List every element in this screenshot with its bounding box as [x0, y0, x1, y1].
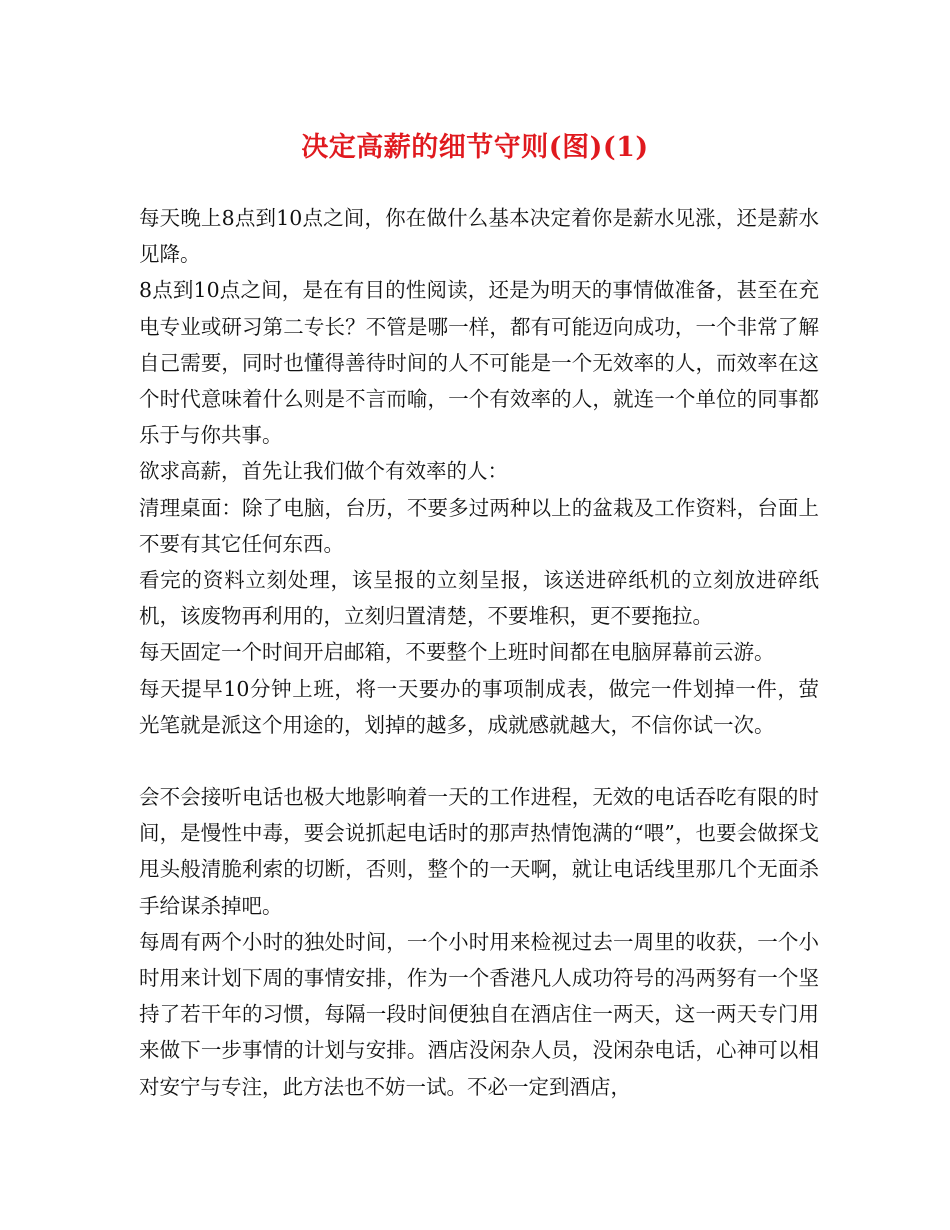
paragraph-6: 每天固定一个时间开启邮箱，不要整个上班时间都在电脑屏幕前云游。: [139, 640, 775, 665]
paragraph-4: 清理桌面：除了电脑，台历，不要多过两种以上的盆栽及工作资料，台面上不要有其它任何东西。: [139, 495, 819, 556]
paragraph-2: 8点到10点之间，是在有目的性阅读，还是为明天的事情做准备，甚至在充电专业或研习第二专长？不管是哪一样，都有可能迈向成功，一个非常了解自己需要，同时也懂得善待时间的人不可能是一个无效率的人，而效率在这个时代意味着什么则是不言而喻，一个有效率的人，就连一个单位的同事都乐于与你共事。: [139, 278, 819, 448]
paragraph-3: 欲求高薪，首先让我们做个有效率的人：: [139, 459, 508, 484]
paragraph-9: 每周有两个小时的独处时间，一个小时用来检视过去一周里的收获，一个小时用来计划下周的事情安排，作为一个香港凡人成功符号的冯两努有一个坚持了若干年的习惯，每隔一段时间便独自在酒店住一两天，这一两天专门用来做下一步事情的计划与安排。酒店没闲杂人员，没闲杂电话，心神可以相对安宁与专注，此方法也不妨一试。不必一定到酒店，: [139, 929, 819, 1099]
paragraph-8: 会不会接听电话也极大地影响着一天的工作进程，无效的电话吞吃有限的时间，是慢性中毒，要会说抓起电话时的那声热情饱满的“喂”，也要会做探戈甩头般清脆利索的切断，否则，整个的一天啊，就让电话线里那几个无面杀手给谋杀掉吧。: [139, 785, 819, 918]
paragraph-1: 每天晚上8点到10点之间，你在做什么基本决定着你是薪水见涨，还是薪水见降。: [139, 206, 819, 267]
paragraph-7: 每天提早10分钟上班，将一天要办的事项制成表，做完一件划掉一件，萤光笔就是派这个用途的，划掉的越多，成就感就越大，不信你试一次。: [139, 676, 819, 737]
document-body: [139, 200, 819, 1105]
paragraph-spacer: [139, 743, 819, 779]
document-title: 决定高薪的细节守则(图)(1): [301, 132, 649, 163]
paragraph-5: 看完的资料立刻处理，该呈报的立刻呈报，该送进碎纸机的立刻放进碎纸机，该废物再利用的，立刻归置清楚，不要堆积，更不要拖拉。: [139, 568, 819, 629]
